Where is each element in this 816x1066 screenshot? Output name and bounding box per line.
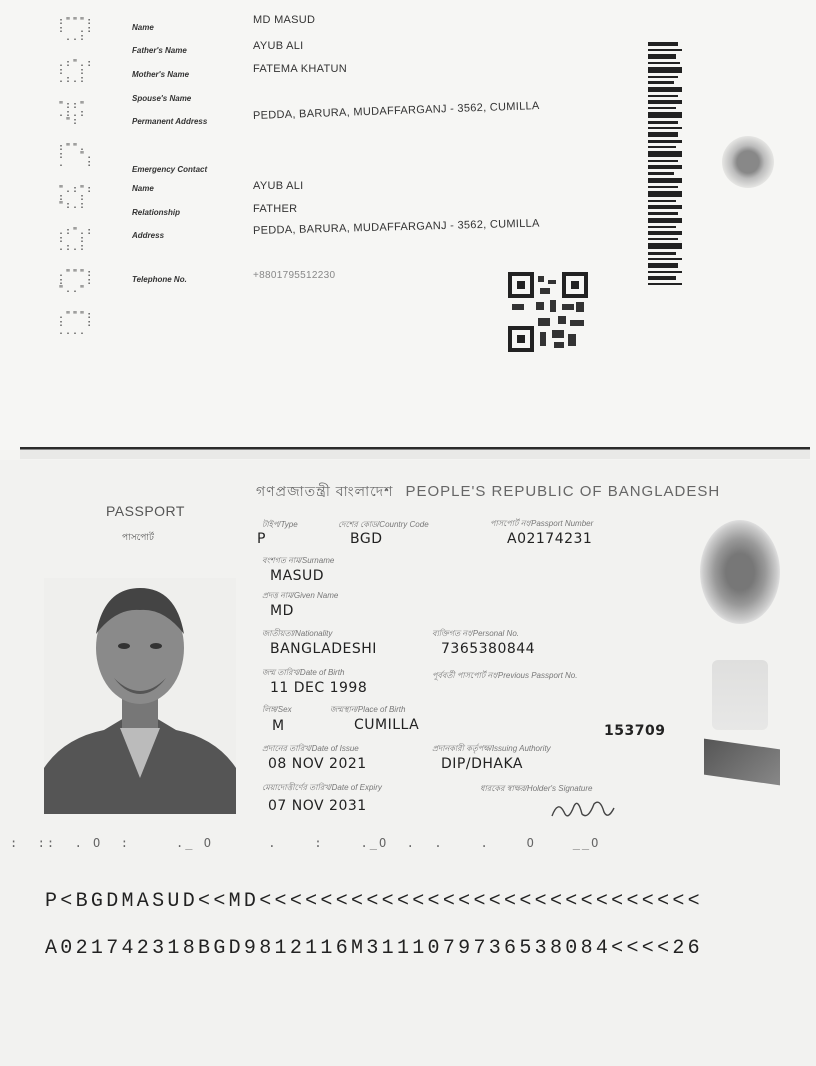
passport-heading-bn: পাসপোর্ট <box>122 532 154 542</box>
holder-photo <box>44 578 236 814</box>
ec-name-label: Name <box>132 184 154 193</box>
passport-no-value: A02174231 <box>507 531 593 547</box>
sex-value: M <box>272 718 285 734</box>
place-of-birth-value: CUMILLA <box>354 717 420 733</box>
relationship-value: FATHER <box>253 203 298 215</box>
nationality-label: জাতীয়তা/Nationality <box>262 629 333 638</box>
mothers-name-value: FATEMA KHATUN <box>253 63 347 75</box>
passport-heading: PASSPORT <box>106 503 185 519</box>
country-title-en: PEOPLE'S REPUBLIC OF BANGLADESH <box>405 483 721 500</box>
telephone-label: Telephone No. <box>132 275 187 284</box>
name-value: MD MASUD <box>253 14 316 26</box>
observation-page <box>0 0 816 450</box>
given-name-value: MD <box>270 603 294 619</box>
fathers-name-value: AYUB ALI <box>253 40 304 52</box>
type-value: P <box>257 531 266 547</box>
ec-name-value: AYUB ALI <box>253 180 304 192</box>
nationality-value: BANGLADESHI <box>270 641 377 657</box>
type-label: টাইপ/Type <box>262 520 298 529</box>
passport-no-label: পাসপোর্ট নং/Passport Number <box>490 519 594 528</box>
emergency-contact-heading: Emergency Contact <box>132 165 208 174</box>
name-label: Name <box>132 23 154 32</box>
personal-no-value: 7365380844 <box>441 641 536 657</box>
date-of-issue-label: প্রদানের তারিখ/Date of Issue <box>262 744 359 753</box>
perforation-holes: :""": : .: ..: .:".: : : .:.: "::" .:.: ": :"". : ". . : ".:": : : ":.: .:".: : : .:.: .""": : : ".." .""": : : .... <box>58 16 94 337</box>
country-code-label: দেশের কোড/Country Code <box>338 520 429 529</box>
country-title-bn: গণপ্রজাতন্ত্রী বাংলাদেশ <box>256 483 394 499</box>
mrz-line-2: A021742318BGD9812116M3111079736538084<<<<26 <box>45 937 703 960</box>
emblem-seal-icon <box>700 520 780 624</box>
spouses-name-label: Spouse's Name <box>132 94 192 103</box>
place-of-birth-label: জন্মস্থান/Place of Birth <box>330 705 406 714</box>
page-fold-line <box>20 447 810 459</box>
holder-signature-label: ধারকের স্বাক্ষর/Holder's Signature <box>480 784 593 793</box>
surname-value: MASUD <box>270 568 325 584</box>
mothers-name-label: Mother's Name <box>132 70 190 79</box>
permanent-address-value: PEDDA, BARURA, MUDAFFARGANJ - 3562, CUMILLA <box>252 99 540 122</box>
permanent-address-label: Permanent Address <box>132 117 208 126</box>
extra-number-value: 153709 <box>604 723 666 739</box>
issuing-authority-label: প্রদানকারী কর্তৃপক্ষ/Issuing Authority <box>432 744 551 753</box>
previous-passport-label: পূর্ববর্তী পাসপোর্ট নং/Previous Passport No. <box>432 671 578 680</box>
address-label: Address <box>132 231 165 240</box>
holder-signature <box>548 794 618 824</box>
date-of-expiry-value: 07 NOV 2031 <box>268 798 367 814</box>
personal-no-label: ব্যক্তিগত নং/Personal No. <box>432 629 519 638</box>
given-name-label: প্রদত্ত নাম/Given Name <box>262 591 339 600</box>
ghost-image <box>712 660 768 730</box>
country-code-value: BGD <box>350 531 383 547</box>
dob-label: জন্ম তারিখ/Date of Birth <box>262 668 345 677</box>
telephone-value: +8801795512230 <box>253 270 336 281</box>
issuing-authority-value: DIP/DHAKA <box>441 756 523 772</box>
vertical-barcode <box>648 40 686 290</box>
fathers-name-label: Father's Name <box>132 46 187 55</box>
country-title <box>256 480 720 504</box>
surname-label: বংশগত নাম/Surname <box>262 556 335 565</box>
date-of-expiry-label: মেয়াদোত্তীর্ণের তারিখ/Date of Expiry <box>262 783 382 792</box>
qr-code <box>508 272 588 352</box>
hologram-seal-icon <box>722 136 774 188</box>
perforation-strip: : :: . O : ._ O . : ._O . . . O __O <box>10 836 601 850</box>
relationship-label: Relationship <box>132 208 181 217</box>
address-value: PEDDA, BARURA, MUDAFFARGANJ - 3562, CUMILLA <box>252 217 540 237</box>
dob-value: 11 DEC 1998 <box>270 680 368 696</box>
date-of-issue-value: 08 NOV 2021 <box>268 756 367 772</box>
sex-label: লিঙ্গ/Sex <box>262 705 292 714</box>
mrz-line-1: P<BGDMASUD<<MD<<<<<<<<<<<<<<<<<<<<<<<<<<<<< <box>45 890 703 913</box>
